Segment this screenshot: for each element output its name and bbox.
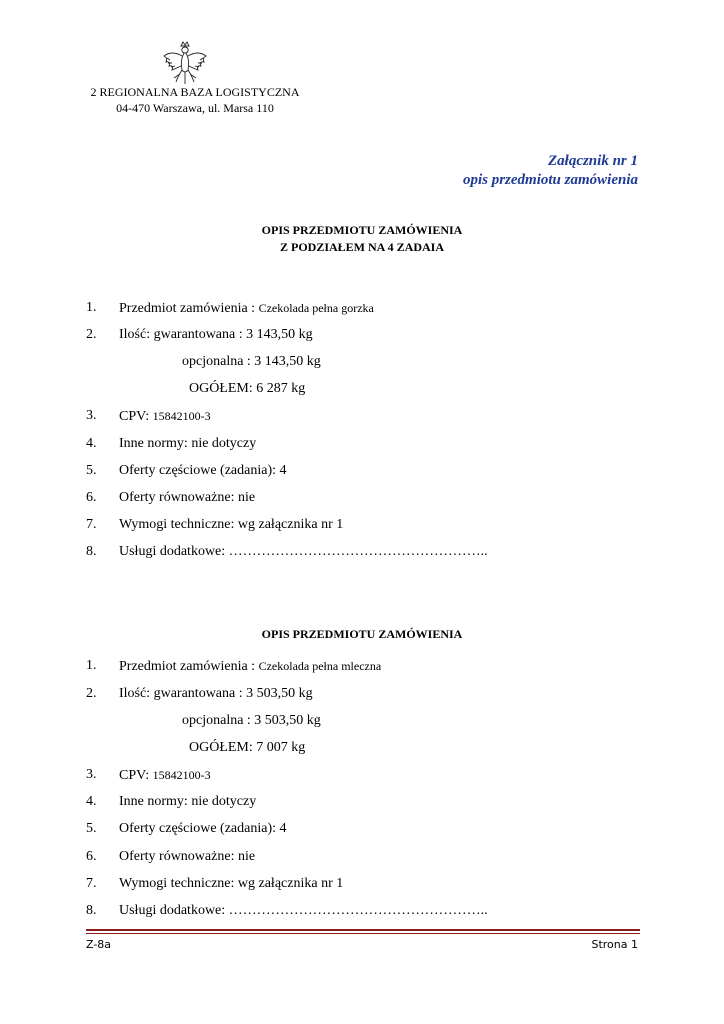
- footer-page-number: Strona 1: [591, 938, 638, 951]
- qty-optional: opcjonalna : 3 503,50 kg: [182, 713, 321, 728]
- technical-requirements: Wymogi techniczne: wg załącznika nr 1: [119, 517, 344, 532]
- cpv-value: 15842100-3: [152, 768, 211, 782]
- qty-guaranteed: Ilość: gwarantowana : 3 503,50 kg: [119, 686, 313, 701]
- item-number: 7.: [86, 876, 97, 891]
- footer-rule-thin: [86, 933, 640, 934]
- list-item: [0, 405, 724, 427]
- partial-offers: Oferty częściowe (zadania): 4: [119, 821, 287, 836]
- qty-optional-row: [0, 351, 724, 373]
- list-item: [0, 764, 724, 786]
- partial-offers: Oferty częściowe (zadania): 4: [119, 463, 287, 478]
- item-number: 4.: [86, 794, 97, 809]
- footer-rule: [86, 929, 640, 931]
- technical-requirements: Wymogi techniczne: wg załącznika nr 1: [119, 876, 344, 891]
- section1-subtitle: Z PODZIAŁEM NA 4 ZADAIA: [279, 240, 444, 254]
- additional-services: Usługi dodatkowe: ………………………………………………..: [119, 903, 488, 918]
- item-number: 8.: [86, 903, 97, 918]
- list-item: [0, 846, 724, 868]
- list-item: [0, 487, 724, 509]
- item-number: 6.: [86, 490, 97, 505]
- list-item: [0, 297, 724, 319]
- qty-total-row: [0, 737, 724, 759]
- additional-services: Usługi dodatkowe: ………………………………………………..: [119, 544, 488, 559]
- cpv-value: 15842100-3: [152, 409, 211, 423]
- cpv-label: CPV:: [119, 768, 153, 783]
- qty-optional: opcjonalna : 3 143,50 kg: [182, 354, 321, 369]
- item-number: 5.: [86, 463, 97, 478]
- item-number: 1.: [86, 658, 97, 673]
- list-item: [0, 433, 724, 455]
- cpv-label: CPV:: [119, 409, 153, 424]
- annex-number: Załącznik nr 1: [547, 153, 638, 169]
- list-item: [0, 818, 724, 840]
- item-number: 8.: [86, 544, 97, 559]
- list-item: [0, 900, 724, 922]
- item-number: 1.: [86, 300, 97, 315]
- list-item: [0, 541, 724, 563]
- list-item: [0, 791, 724, 813]
- footer-doc-code: Z-8a: [86, 938, 112, 951]
- list-item: [0, 460, 724, 482]
- equivalent-offers: Oferty równoważne: nie: [119, 849, 256, 864]
- subject-label: Przedmiot zamówienia :: [119, 659, 259, 674]
- item-number: 5.: [86, 821, 97, 836]
- item-number: 2.: [86, 327, 97, 342]
- qty-total-row: [0, 378, 724, 400]
- item-number: 6.: [86, 849, 97, 864]
- polish-eagle-emblem-icon: [160, 40, 210, 86]
- subject-value: Czekolada pełna gorzka: [258, 301, 374, 315]
- item-number: 3.: [86, 767, 97, 782]
- norms: Inne normy: nie dotyczy: [119, 794, 257, 809]
- list-item: [0, 683, 724, 705]
- org-address: 04-470 Warszawa, ul. Marsa 110: [116, 101, 274, 115]
- norms: Inne normy: nie dotyczy: [119, 436, 257, 451]
- list-item: [0, 324, 724, 346]
- qty-optional-row: [0, 710, 724, 732]
- item-number: 4.: [86, 436, 97, 451]
- section2-title: OPIS PRZEDMIOTU ZAMÓWIENIA: [261, 627, 463, 641]
- item-number: 7.: [86, 517, 97, 532]
- subject-label: Przedmiot zamówienia :: [119, 301, 259, 316]
- equivalent-offers: Oferty równoważne: nie: [119, 490, 256, 505]
- list-item: [0, 655, 724, 677]
- qty-total: OGÓŁEM: 7 007 kg: [189, 740, 306, 755]
- item-number: 2.: [86, 686, 97, 701]
- list-item: [0, 873, 724, 895]
- subject-value: Czekolada pełna mleczna: [258, 659, 382, 673]
- org-name: 2 REGIONALNA BAZA LOGISTYCZNA: [90, 85, 300, 99]
- qty-total: OGÓŁEM: 6 287 kg: [189, 381, 306, 396]
- annex-subtitle: opis przedmiotu zamówienia: [462, 172, 638, 188]
- item-number: 3.: [86, 408, 97, 423]
- list-item: [0, 514, 724, 536]
- section1-title: OPIS PRZEDMIOTU ZAMÓWIENIA: [261, 223, 463, 237]
- qty-guaranteed: Ilość: gwarantowana : 3 143,50 kg: [119, 327, 313, 342]
